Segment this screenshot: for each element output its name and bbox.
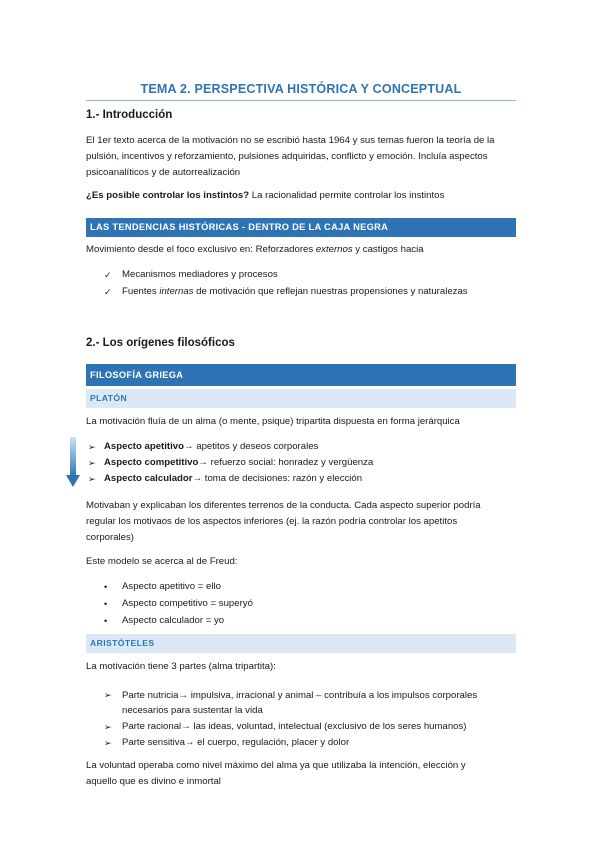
paragraph-line: La voluntad operaba como nivel máximo del alma ya que utilizaba la intención, elección y [86, 760, 466, 771]
aspect-name: Aspecto competitivo [104, 457, 199, 468]
page-title: TEMA 2. PERSPECTIVA HISTÓRICA Y CONCEPTUAL [140, 82, 462, 96]
arrow-bullet-icon: ➢ [104, 738, 112, 748]
check-text: de motivación que reflejan nuestras propensiones y naturalezas [193, 286, 468, 297]
intro-line: pulsión, incentivos y reforzamiento, pulsiones adquiridas, conflicto y emoción. Incluía aspectos [86, 151, 488, 162]
aristoteles-paragraph [86, 758, 516, 790]
section-1-heading: 1.- Introducción [86, 109, 173, 121]
arrow-bullet-icon: ➢ [104, 722, 112, 732]
aspect-desc: → apetitos y deseos corporales [183, 441, 319, 452]
intro-line: El 1er texto acerca de la motivación no se escribió hasta 1964 y sus temas fueron la teoría de la [86, 135, 495, 146]
platon-paragraph [86, 498, 516, 546]
item-line: necesarios para sustentar la vida [122, 705, 263, 716]
tendencias-bar: LAS TENDENCIAS HISTÓRICAS - DENTRO DE LA CAJA NEGRA [86, 218, 516, 237]
bullet-dot-icon: • [104, 599, 108, 609]
title-underline [86, 100, 516, 101]
bullet-text: Aspecto apetitivo = ello [122, 581, 221, 592]
item-line: Parte nutricia→ impulsiva, irracional y animal – contribuía a los impulsos corporales [122, 690, 478, 701]
check-text: Fuentes [122, 286, 160, 297]
hierarchy-down-arrow-icon [66, 437, 80, 487]
question-bold: ¿Es posible controlar los instintos? [86, 190, 250, 201]
check-icon: ✓ [104, 270, 112, 280]
intro-paragraph [86, 133, 516, 181]
arrow-bullet-icon: ➢ [104, 690, 112, 700]
arrow-bullet-icon: ➢ [88, 442, 96, 452]
arrow-bullet-icon: ➢ [88, 458, 96, 468]
paragraph-line: corporales) [86, 532, 134, 543]
bullet-dot-icon: • [104, 616, 108, 626]
aristoteles-band: ARISTÓTELES [86, 634, 516, 653]
aristoteles-intro: La motivación tiene 3 partes (alma tripartita): [86, 661, 276, 672]
intro-line: psicoanalíticos y de autorrealización [86, 167, 241, 178]
tendencias-text: Movimiento desde el foco exclusivo en: Reforzadores [86, 244, 316, 255]
check-icon: ✓ [104, 287, 112, 297]
platon-intro: La motivación fluía de un alma (o mente, psique) tripartita dispuesta en forma jerárquica [86, 416, 460, 427]
tendencias-italic: externos [315, 244, 353, 255]
bullet-text: Aspecto calculador = yo [122, 615, 225, 626]
tendencias-line [86, 242, 516, 258]
bullet-dot-icon: • [104, 582, 108, 592]
tendencias-text: y castigos hacia [352, 244, 424, 255]
item-line: Parte sensitiva→ el cuerpo, regulación, placer y dolor [122, 737, 350, 748]
paragraph-line: Motivaban y explicaban los diferentes terrenos de la conducta. Cada aspecto superior podría [86, 500, 481, 511]
question-line [86, 188, 516, 204]
freud-line: Este modelo se acerca al de Freud: [86, 556, 238, 567]
item-line: Parte racional→ las ideas, voluntad, intelectual (exclusivo de los seres humanos) [122, 721, 467, 732]
section-2-heading: 2.- Los orígenes filosóficos [86, 337, 235, 349]
paragraph-line: aquello que es divino e inmortal [86, 776, 221, 787]
aspect-desc: → refuerzo social: honradez y vergüenza [198, 457, 374, 468]
paragraph-line: regular los motivaos de los aspectos inferiores (ej. la razón podría controlar los apetitos [86, 516, 458, 527]
bullet-text: Aspecto competitivo = superyó [122, 598, 253, 609]
question-answer: La racionalidad permite controlar los instintos [249, 190, 445, 201]
platon-band: PLATÓN [86, 389, 516, 408]
check-italic: internas [159, 286, 194, 297]
arrow-bullet-icon: ➢ [88, 474, 96, 484]
aspect-desc: → toma de decisiones: razón y elección [192, 473, 363, 484]
aspect-name: Aspecto calculador [104, 473, 193, 484]
check-text: Mecanismos mediadores y procesos [122, 269, 278, 280]
filosofia-griega-bar: FILOSOFÍA GRIEGA [86, 364, 516, 386]
aspect-name: Aspecto apetitivo [104, 441, 184, 452]
